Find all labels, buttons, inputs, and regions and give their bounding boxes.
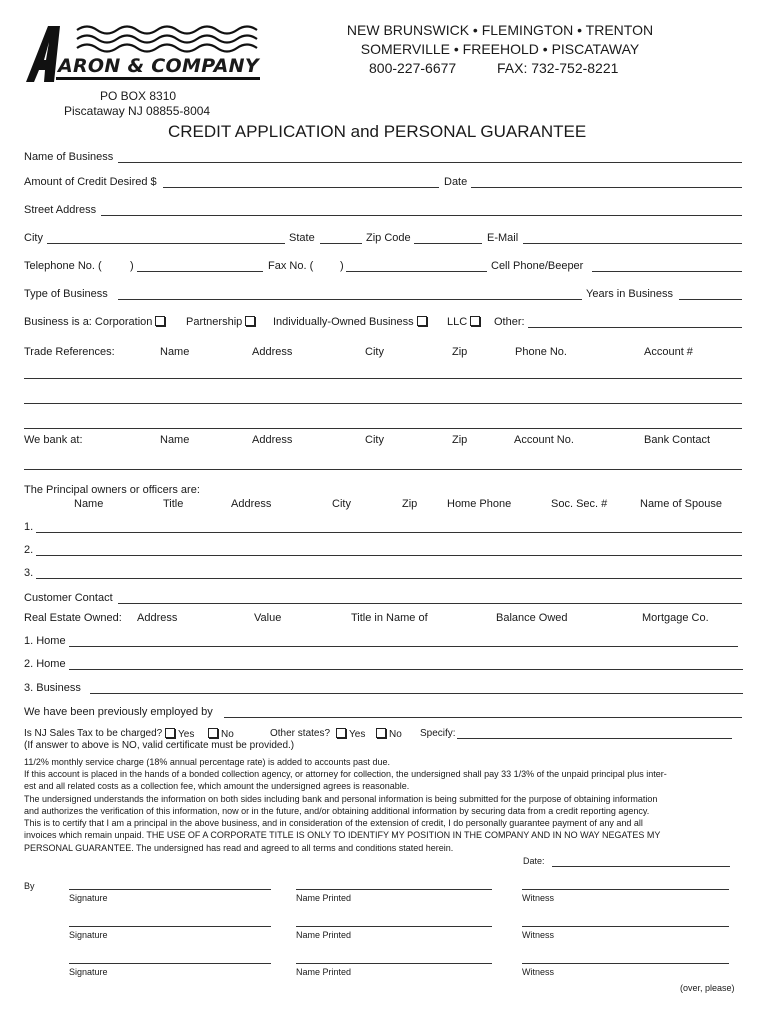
field-specify[interactable]	[457, 738, 732, 739]
header-locations-1: NEW BRUNSWICK • FLEMINGTON • TRENTON	[346, 22, 654, 38]
option-sales-tax-yes	[165, 728, 194, 740]
terms-line-4: The undersigned understands the information on both sides including bank and personal information is being submitted for the purpose of obtaining information	[24, 794, 658, 804]
label-real-estate-owned: Real Estate Owned:	[24, 612, 122, 624]
field-cell-phone[interactable]	[592, 271, 742, 272]
option-other-states-yes	[336, 728, 365, 740]
witness-line-2[interactable]	[522, 926, 729, 927]
header-phone: 800-227-6677	[369, 60, 457, 76]
label-years-in-business: Years in Business	[586, 288, 674, 300]
label-name-printed-1: Name Printed	[296, 893, 352, 903]
field-email[interactable]	[523, 243, 742, 244]
label-telephone-paren: )	[130, 260, 134, 272]
field-name-of-business[interactable]	[118, 162, 742, 163]
label-type-of-business: Type of Business	[24, 288, 108, 300]
checkbox-llc[interactable]	[470, 316, 480, 326]
trade-reference-line-3[interactable]	[24, 428, 742, 429]
label-sales-tax-no: No	[221, 729, 234, 740]
option-other-states-no	[376, 728, 402, 740]
field-type-of-business[interactable]	[118, 299, 582, 300]
label-witness-3: Witness	[522, 967, 555, 977]
real-estate-row-2-field[interactable]	[69, 669, 743, 670]
real-estate-col-title: Title in Name of	[351, 612, 428, 624]
terms-line-7: invoices which remain unpaid. THE USE OF A CORPORATE TITLE IS ONLY TO IDENTIFY MY POSITION IN THE COMPANY AND IN NO WAY NEGATES MY	[24, 830, 661, 840]
bank-col-account: Account No.	[514, 434, 574, 446]
principal-row-2-label: 2.	[24, 544, 34, 556]
principal-col-spouse: Name of Spouse	[640, 498, 722, 510]
label-other: Other:	[494, 316, 525, 328]
name-printed-line-2[interactable]	[296, 926, 492, 927]
trade-col-address: Address	[252, 346, 293, 358]
label-principal-owners: The Principal owners or officers are:	[24, 484, 200, 496]
principal-col-name: Name	[74, 498, 104, 510]
bank-line[interactable]	[24, 469, 742, 470]
trade-col-zip: Zip	[452, 346, 468, 358]
sales-tax-note: (If answer to above is NO, valid certificate must be provided.)	[24, 740, 295, 751]
label-amount-credit: Amount of Credit Desired $	[24, 176, 157, 188]
label-signature-1: Signature	[69, 893, 108, 903]
principal-col-ssn: Soc. Sec. #	[551, 498, 608, 510]
terms-line-8: PERSONAL GUARANTEE. The undersigned has read and agreed to all terms and conditions stated herein.	[24, 843, 454, 853]
label-signature-3: Signature	[69, 967, 108, 977]
bank-col-name: Name	[160, 434, 190, 446]
real-estate-col-address: Address	[137, 612, 178, 624]
signature-line-3[interactable]	[69, 963, 271, 964]
real-estate-col-balance: Balance Owed	[496, 612, 568, 624]
witness-line-1[interactable]	[522, 889, 729, 890]
name-printed-line-3[interactable]	[296, 963, 492, 964]
label-previously-employed: We have been previously employed by	[24, 706, 213, 718]
header-fax: FAX: 732-752-8221	[497, 60, 619, 76]
terms-line-2: If this account is placed in the hands of a bonded collection agency, or attorney for collection, the undersigned shall pay 33 1/3% of the unpaid principal plus inter-	[24, 769, 667, 779]
checkbox-individually-owned[interactable]	[417, 316, 427, 326]
real-estate-row-2-label: 2. Home	[24, 658, 66, 670]
city-zip: Piscataway NJ 08855-8004	[64, 104, 211, 118]
label-partnership: Partnership	[186, 316, 243, 328]
name-printed-line-1[interactable]	[296, 889, 492, 890]
label-name-of-business: Name of Business	[24, 151, 114, 163]
terms-line-6: This is to certify that I am a principal in the above business, and in consideration of the extension of credit, I do personally guarantee payment of any and all	[24, 818, 643, 828]
label-specify: Specify:	[420, 728, 456, 739]
bank-col-zip: Zip	[452, 434, 468, 446]
trade-col-name: Name	[160, 346, 190, 358]
label-by: By	[24, 881, 35, 891]
trade-col-phone: Phone No.	[515, 346, 567, 358]
label-name-printed-2: Name Printed	[296, 930, 352, 940]
terms-line-5: and authorizes the verification of this information, now or in the future, and/or obtaining additional information by securing data from a credit reporting agency.	[24, 806, 650, 816]
signature-line-1[interactable]	[69, 889, 271, 890]
principal-row-1-label: 1.	[24, 521, 34, 533]
label-other-states-no: No	[389, 729, 402, 740]
header-locations-2: SOMERVILLE • FREEHOLD • PISCATAWAY	[360, 41, 640, 57]
trade-col-city: City	[365, 346, 384, 358]
label-llc: LLC	[447, 316, 468, 328]
terms-line-3: est and all related costs as a collection fee, which amount the undersigned agrees is reasonable.	[24, 781, 410, 791]
real-estate-row-3-field[interactable]	[90, 693, 743, 694]
label-corporation: Business is a: Corporation	[24, 316, 153, 328]
field-telephone[interactable]	[137, 271, 263, 272]
label-email: E-Mail	[487, 232, 519, 244]
checkbox-other-states-no[interactable]	[376, 728, 386, 738]
real-estate-row-3-label: 3. Business	[24, 682, 81, 694]
trade-reference-line-2[interactable]	[24, 403, 742, 404]
principal-col-title: Title	[163, 498, 184, 510]
field-zip-code[interactable]	[414, 243, 482, 244]
label-zip-code: Zip Code	[366, 232, 411, 244]
checkbox-sales-tax-no[interactable]	[208, 728, 218, 738]
principal-row-1-field[interactable]	[36, 532, 742, 533]
field-state[interactable]	[320, 243, 362, 244]
field-years-in-business[interactable]	[679, 299, 742, 300]
principal-col-zip: Zip	[402, 498, 418, 510]
trade-reference-line-1[interactable]	[24, 378, 742, 379]
label-individually-owned: Individually-Owned Business	[273, 316, 414, 328]
field-previously-employed[interactable]	[224, 717, 742, 718]
po-box: PO BOX 8310	[100, 89, 177, 103]
signature-line-2[interactable]	[69, 926, 271, 927]
field-other[interactable]	[528, 327, 742, 328]
label-fax-paren: )	[340, 260, 344, 272]
label-signature-2: Signature	[69, 930, 108, 940]
label-city: City	[24, 232, 43, 244]
label-date: Date	[444, 176, 468, 188]
checkbox-corporation[interactable]	[155, 316, 165, 326]
label-sales-tax-question: Is NJ Sales Tax to be charged?	[24, 728, 163, 739]
checkbox-other-states-yes[interactable]	[336, 728, 346, 738]
option-llc	[447, 316, 480, 328]
option-partnership	[186, 316, 255, 328]
label-state: State	[289, 232, 315, 244]
checkbox-partnership[interactable]	[245, 316, 255, 326]
option-individually-owned	[273, 316, 427, 328]
over-please: (over, please)	[680, 983, 735, 993]
field-customer-contact[interactable]	[118, 603, 742, 604]
label-other-states: Other states?	[270, 728, 331, 739]
label-we-bank-at: We bank at:	[24, 434, 83, 446]
label-witness-1: Witness	[522, 893, 555, 903]
label-business-is-a	[24, 316, 165, 328]
label-fax-no: Fax No. (	[268, 260, 314, 272]
field-fax-no[interactable]	[346, 271, 487, 272]
label-witness-2: Witness	[522, 930, 555, 940]
page-title: CREDIT APPLICATION and PERSONAL GUARANTEE	[168, 122, 587, 141]
field-city[interactable]	[47, 243, 285, 244]
checkbox-sales-tax-yes[interactable]	[165, 728, 175, 738]
real-estate-col-mortgage: Mortgage Co.	[642, 612, 709, 624]
field-signature-date[interactable]	[552, 866, 730, 867]
witness-line-3[interactable]	[522, 963, 729, 964]
label-street-address: Street Address	[24, 204, 97, 216]
label-trade-references: Trade References:	[24, 346, 115, 358]
label-name-printed-3: Name Printed	[296, 967, 352, 977]
real-estate-col-value: Value	[254, 612, 282, 624]
principal-row-3-label: 3.	[24, 567, 34, 579]
label-signature-date: Date:	[523, 856, 545, 866]
bank-col-address: Address	[252, 434, 293, 446]
principal-col-address: Address	[231, 498, 272, 510]
real-estate-row-1-label: 1. Home	[24, 635, 66, 647]
principal-row-3-field[interactable]	[36, 578, 742, 579]
label-cell-phone: Cell Phone/Beeper	[491, 260, 584, 272]
option-sales-tax-no	[208, 728, 234, 740]
company-logo-text: ARON & COMPANY	[58, 55, 259, 77]
field-street-address[interactable]	[101, 215, 742, 216]
bank-col-contact: Bank Contact	[644, 434, 711, 446]
label-customer-contact: Customer Contact	[24, 592, 113, 604]
field-amount-credit[interactable]	[163, 187, 439, 188]
bank-col-city: City	[365, 434, 384, 446]
principal-col-home-phone: Home Phone	[447, 498, 512, 510]
real-estate-row-1-field[interactable]	[69, 646, 738, 647]
label-sales-tax-yes: Yes	[178, 729, 195, 740]
label-telephone: Telephone No. (	[24, 260, 102, 272]
field-date[interactable]	[471, 187, 742, 188]
principal-col-city: City	[332, 498, 351, 510]
terms-line-1: 11/2% monthly service charge (18% annual percentage rate) is added to accounts past due.	[24, 757, 391, 767]
principal-row-2-field[interactable]	[36, 555, 742, 556]
trade-col-account: Account #	[644, 346, 693, 358]
label-other-states-yes: Yes	[349, 729, 366, 740]
